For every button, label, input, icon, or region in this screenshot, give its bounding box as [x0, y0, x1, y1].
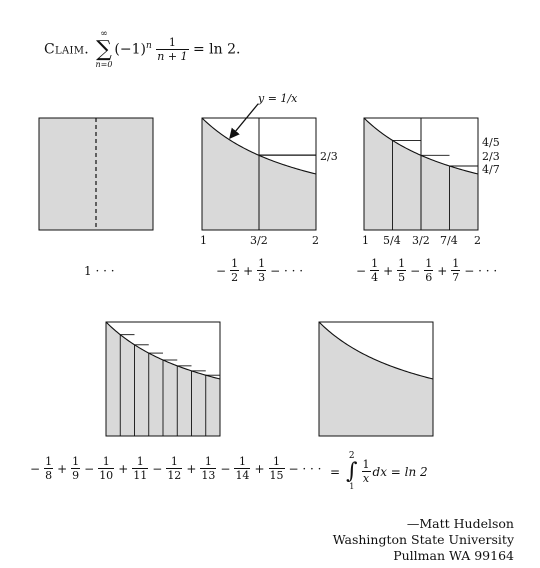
series-term: $\frac{1}{15}$	[269, 455, 284, 482]
claim-rhs: = ln 2.	[192, 41, 241, 58]
author-address: Pullman WA 99164	[393, 548, 514, 563]
p3-axis-5: 2	[474, 234, 481, 247]
p3-right-label-1: 4/5	[482, 136, 500, 149]
curve-arrow	[230, 104, 258, 138]
series-term: $\frac{1}{12}$	[167, 455, 182, 482]
p3-right-label-3: 4/7	[482, 163, 500, 176]
series-term: $\frac{1}{11}$	[133, 455, 148, 482]
series-term: $\frac{1}{8}$	[45, 455, 53, 482]
series-term: $\frac{1}{4}$	[371, 257, 379, 284]
series-2-term-1: $\frac{1}{2}$	[231, 257, 239, 284]
p3-right-label-2: 2/3	[482, 150, 500, 163]
series-4: − $\frac{1}{8}$ + $\frac{1}{9}$ − $\frac{1}{10}$ + $\frac{1}{11}$ − $\frac{1}{12}$ + $\frac{1}{13}$ − $\frac{1}{14}$ + $\frac{1}{15}$ − · · ·	[30, 455, 322, 482]
sign-term: (−1)	[114, 41, 146, 58]
series-term: $\frac{1}{7}$	[452, 257, 460, 284]
sum-lower: n=0	[95, 60, 113, 69]
curve-label: y = 1/x	[258, 92, 298, 105]
series-term: $\frac{1}{6}$	[425, 257, 433, 284]
panel-5-area	[319, 322, 433, 436]
author-affiliation: Washington State University	[332, 532, 514, 547]
series-3: − $\frac{1}{4}$ + $\frac{1}{5}$ − $\frac{1}{6}$ + $\frac{1}{7}$ − · · ·	[356, 257, 498, 284]
p3-axis-4: 7/4	[440, 234, 458, 247]
author-block	[333, 516, 514, 564]
p2-axis-2: 3/2	[250, 234, 268, 247]
integral-sign: 2 ∫ 1	[346, 451, 358, 491]
series-2: − $\frac{1}{2}$ + $\frac{1}{3}$ − · · ·	[216, 257, 304, 284]
author-name: —Matt Hudelson	[406, 516, 514, 531]
integral-result: dx = ln 2	[372, 464, 428, 479]
series-term: $\frac{1}{13}$	[201, 455, 216, 482]
claim-fraction: $\frac{1}{n + 1}$	[157, 36, 188, 63]
integral-expression: = 2 ∫ 1 $\frac{1}{x}$ dx = ln 2	[330, 451, 428, 491]
p3-axis-2: 5/4	[383, 234, 401, 247]
claim-label: Claim.	[44, 41, 90, 58]
p2-axis-1: 1	[200, 234, 207, 247]
sum-upper: ∞	[100, 29, 108, 39]
series-term: $\frac{1}{14}$	[235, 455, 250, 482]
sign-exponent: n	[145, 40, 152, 51]
p3-axis-1: 1	[362, 234, 369, 247]
series-term: $\frac{1}{5}$	[398, 257, 406, 284]
p2-right-label: 2/3	[320, 150, 338, 163]
series-term: $\frac{1}{10}$	[99, 455, 114, 482]
p2-axis-3: 2	[312, 234, 319, 247]
series-2-term-2: $\frac{1}{3}$	[258, 257, 266, 284]
series-1: 1 · · ·	[84, 264, 115, 278]
integral-fraction: $\frac{1}{x}$	[362, 458, 370, 485]
p3-axis-3: 3/2	[412, 234, 430, 247]
summation-sign: ∞ ∑ n=0	[95, 29, 113, 69]
series-term: $\frac{1}{9}$	[72, 455, 80, 482]
